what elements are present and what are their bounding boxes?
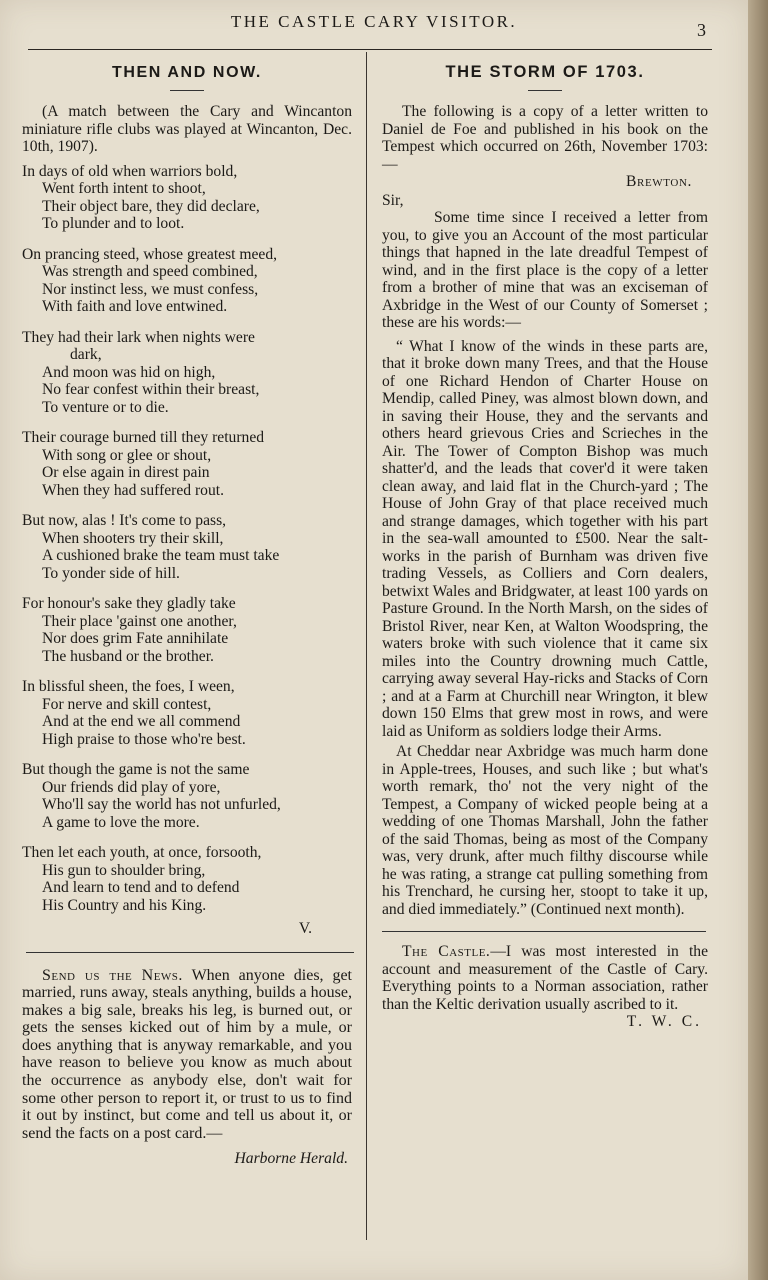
poem-line: When shooters try their skill, [42, 529, 224, 547]
poem-line: Their place 'gainst one another, [42, 612, 237, 630]
poem-line: Was strength and speed combined, [42, 263, 258, 280]
poem-line: And moon was hid on high, [42, 363, 216, 381]
news-paragraph [22, 967, 352, 1143]
right-column [382, 60, 708, 1031]
poem-line: But though the game is not the same [22, 761, 250, 778]
poem-line: In blissful sheen, the foes, I ween, [22, 678, 235, 695]
letter-paragraph-2: “ What I know of the winds in these parts are, that it broke down many Trees, and that the House of one Richard Hendon of Charter House on Mendip, called Piney, was almost blown down, and in saving their House, they and the servants and others heard grievous Cries and Scrieches in the Air. The Tower of Compton Bishop was much shatter'd, and the leads that cover'd it were taken clean away, and laid flat in the Church-yard ; The House of John Gray of that place received much and strange damages, which together with his part in the sea-wall amounted to £500. Near the salt-works in the parish of Burnham was driven five trading Vessels, as Colliers and Corn dealers, betwixt Wales and Bridgwater, at least 100 yards on Pasture Ground. In the North Marsh, on the sides of Bristol River, near Ken, at Walton Woodspring, the waters broke with such violence that it came six miles into the Country drowning much Cattle, carrying away several Hay-ricks and Stacks of Corn ; and at a Farm at Churchill near Wrington, it blew down 150 Elms that grew most in rows, and were laid as Uniform as soldiers lodge their Arms. [382, 337, 708, 740]
poem-line: Our friends did play of yore, [42, 778, 221, 796]
poem-line: But now, alas ! It's come to pass, [22, 512, 227, 529]
poem-line: When they had suffered rout. [42, 481, 225, 499]
castle-signature: T. W. C. [626, 1013, 702, 1030]
poem-line: To venture or to die. [42, 398, 169, 416]
poem-stanza [22, 163, 352, 233]
section-rule [26, 952, 354, 953]
poem-stanza [22, 329, 352, 417]
news-heading: Send us the News. [42, 966, 183, 984]
poem-stanza [22, 429, 352, 499]
poem-line: For honour's sake they gladly take [22, 595, 236, 612]
letter-paragraph-3: At Cheddar near Axbridge was much harm done in Apple-trees, Houses, and such like ; but what's worth remark, tho' not the very night of the Tempest, a Company of wicked people being at a wedding of one Thomas Marshall, John the father of the said Thomas, being as most of the Company was, very drunk, after much filthy discourse while he was rating, a strange cat pulling something from his Trenchard, he cursing her, stoopt to take it up, and died immediately.” (Continued next month). [382, 743, 708, 918]
poem-line: They had their lark when nights were [22, 328, 255, 346]
poem-line: To yonder side of hill. [42, 564, 180, 582]
title-ornament [528, 90, 562, 91]
news-text: When anyone dies, get married, runs away, steals anything, builds a house, makes a big sale, breaks his leg, is burned out, or gets the senses kicked out of him by a mule, or does anything that is anyway remarkable, and you have reason to believe you know as much about the occurrence as anybody else, don't wait for some other person to report it, or trust to us to find it out by instinct, but come and tell us about it, or send the facts on a post card.— [22, 966, 352, 1142]
poem-stanza [22, 246, 352, 316]
poem-line: To plunder and to loot. [42, 215, 185, 232]
poem-signature: V. [298, 920, 312, 937]
castle-paragraph [382, 943, 708, 1013]
poem-line: His gun to shoulder bring, [42, 861, 206, 879]
poem-line: dark, [70, 346, 102, 363]
poem-line: Nor instinct less, we must confess, [42, 280, 259, 298]
left-column [22, 60, 352, 1168]
poem-stanza [22, 512, 352, 582]
castle-heading: The Castle. [402, 943, 491, 960]
castle-text: —I was most interested in the account and measurement of the Castle of Cary. Everything points to a Norman association, rather than the Keltic derivation usually ascribed to it. [382, 943, 708, 1013]
page-edge [748, 0, 768, 1280]
poem-stanza [22, 595, 352, 665]
section-rule [382, 931, 706, 932]
poem-stanza [22, 761, 352, 831]
poem-stanza [22, 844, 352, 914]
header-rule [28, 49, 712, 50]
poem-line: Nor does grim Fate annihilate [42, 630, 229, 647]
letter-place: Brewton. [626, 173, 692, 190]
news-attribution: Harborne Herald. [234, 1150, 348, 1168]
poem-line: Then let each youth, at once, forsooth, [22, 844, 262, 861]
poem-line: High praise to those who're best. [42, 730, 246, 748]
poem-line: Went forth intent to shoot, [42, 180, 206, 197]
poem-intro: (A match between the Cary and Wincanton miniature rifle clubs was played at Wincanton, Dec. 10th, 1907). [22, 103, 352, 155]
poem-line: The husband or the brother. [42, 647, 214, 665]
poem-line: His Country and his King. [42, 896, 207, 914]
storm-title: THE STORM OF 1703. [445, 63, 645, 81]
poem-line: With song or glee or shout, [42, 446, 212, 464]
letter-salutation: Sir, [382, 191, 404, 209]
poem-line: Their courage burned till they returned [22, 429, 265, 446]
poem-stanzas [22, 163, 352, 915]
poem-line: And learn to tend and to defend [42, 879, 240, 896]
poem-line: With faith and love entwined. [42, 298, 228, 315]
poem-line: For nerve and skill contest, [42, 695, 212, 713]
page-number: 3 [697, 20, 706, 40]
running-title: THE CASTLE CARY VISITOR. [230, 12, 518, 31]
poem-line: Or else again in direst pain [42, 464, 210, 481]
title-ornament [170, 90, 204, 91]
poem-title: THEN AND NOW. [112, 64, 262, 81]
poem-line: A game to love the more. [42, 813, 200, 831]
poem-line: Who'll say the world has not unfurled, [42, 796, 281, 813]
column-divider [366, 52, 367, 1240]
letter-paragraph-1: Some time since I received a letter from you, to give you an Account of the most particular things that hapned in the late dreadful Tempest of wind, and in the first place is the copy of a letter from a brother of mine that was an exciseman of Axbridge in the West of our County of Somerset ; these are his words:— [382, 209, 708, 331]
poem-stanza [22, 678, 352, 748]
poem-line: A cushioned brake the team must take [42, 547, 280, 564]
running-head [0, 8, 748, 48]
storm-intro: The following is a copy of a letter written to Daniel de Foe and published in his book on the Tempest which occurred on 26th, November 1703:— [382, 103, 708, 173]
poem-line: On prancing steed, whose greatest meed, [22, 245, 278, 263]
poem-line: And at the end we all commend [42, 713, 241, 730]
poem-line: Their object bare, they did declare, [42, 197, 260, 215]
poem-line: No fear confest within their breast, [42, 381, 260, 398]
poem-line: In days of old when warriors bold, [22, 162, 238, 180]
